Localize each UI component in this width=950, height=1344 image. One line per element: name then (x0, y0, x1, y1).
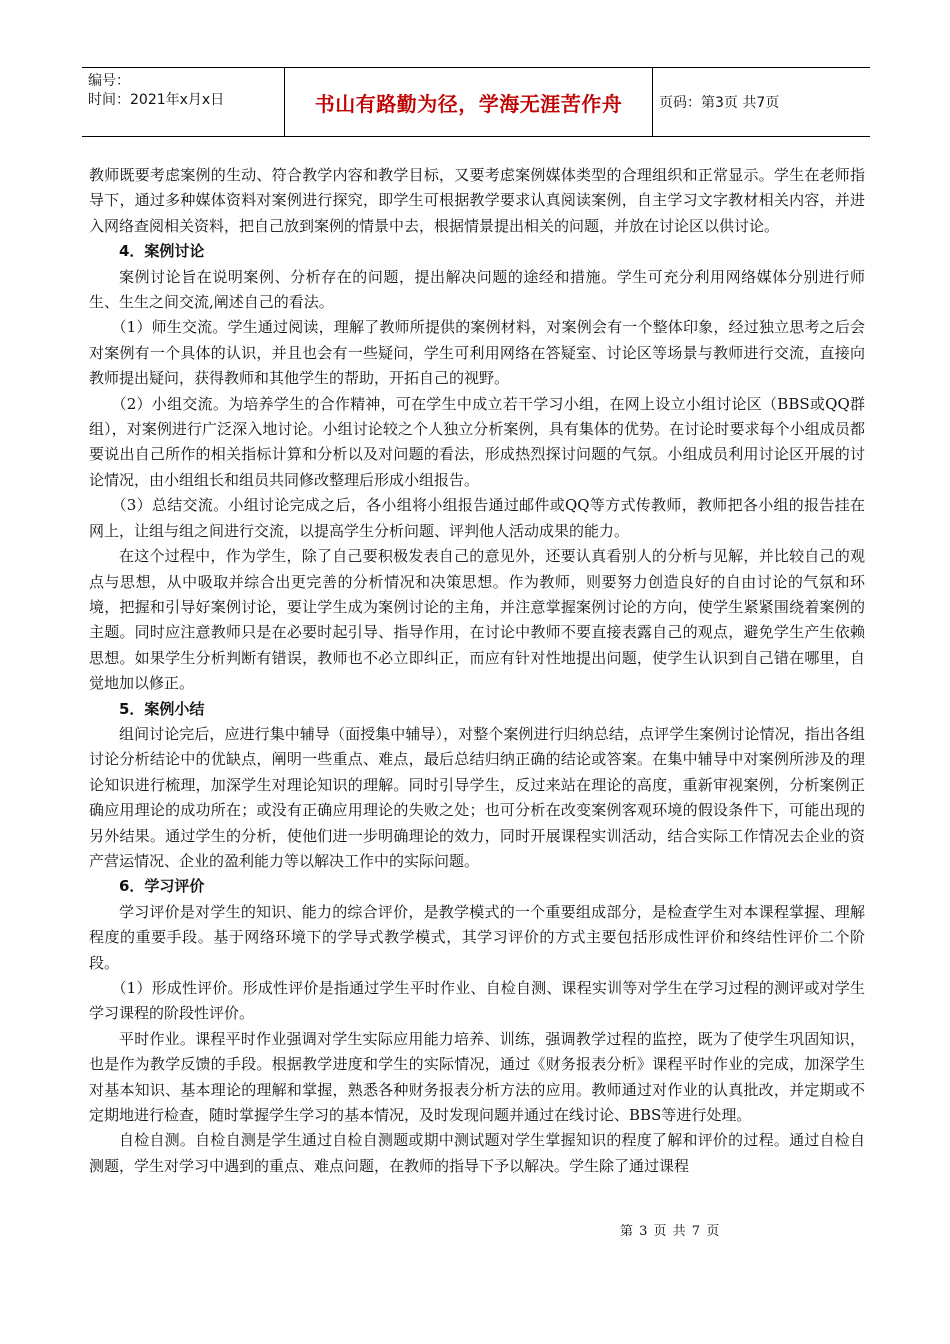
header-meta (82, 68, 285, 136)
header-motto: 书山有路勤为径，学海无涯苦作舟 (285, 68, 653, 136)
page-header (82, 67, 870, 137)
page-footer: 第 3 页 共 7 页 (620, 1224, 721, 1239)
paragraph: 平时作业。课程平时作业强调对学生实际应用能力培养、训练，强调教学过程的监控，既为了使学生巩固知识，也是作为教学反馈的手段。根据教学进度和学生的实际情况，通过《财务报表分析》课程平时作业的完成，加深学生对基本知识、基本理论的理解和掌握，熟悉各种财务报表分析方法的应用。教师通过对作业的认真批改，并定期或不定期地进行检查，随时掌握学生学习的基本情况，及时发现问题并通过在线讨论、BBS等进行处理。 (89, 1029, 865, 1125)
paragraph: 教师既要考虑案例的生动、符合教学内容和教学目标，又要考虑案例媒体类型的合理组织和正常显示。学生在老师指导下，通过多种媒体资料对案例进行探究，即学生可根据教学要求认真阅读案例，自主学习文字教材相关内容，并进入网络查阅相关资料，把自己放到案例的情景中去，根据情景提出相关的问题，并放在讨论区以供讨论。 (89, 166, 865, 235)
paragraph: （2）小组交流。为培养学生的合作精神，可在学生中成立若干学习小组，在网上设立小组讨论区（BBS或QQ群组），对案例进行广泛深入地讨论。小组讨论较之个人独立分析案例，具有集体的优势。在讨论时要求每个小组成员都要说出自己所作的相关指标计算和分析以及对问题的看法，形成热烈探讨问题的气氛。小组成员利用讨论区开展的讨论情况，由小组组长和组员共同修改整理后形成小组报告。 (89, 394, 865, 489)
number-label: 编号： (88, 73, 130, 89)
time-label: 时间：2021年x月x日 (88, 92, 225, 108)
paragraph: 在这个过程中，作为学生，除了自己要积极发表自己的意见外，还要认真看别人的分析与见解，并比较自己的观点与思想，从中吸取并综合出更完善的分析情况和决策思想。作为教师，则要努力创造良好的自由讨论的气氛和环境，把握和引导好案例讨论，要让学生成为案例讨论的主角，并注意掌握案例讨论的方向，使学生紧紧围绕着案例的主题。同时应注意教师只是在必要时起引导、指导作用，在讨论中教师不要直接表露自己的观点，避免学生产生依赖思想。如果学生分析判断有错误，教师也不必立即纠正，而应有针对性地提出问题，使学生认识到自己错在哪里，自觉地加以修正。 (89, 547, 865, 693)
paragraph: （1）师生交流。学生通过阅读，理解了教师所提供的案例材料，对案例会有一个整体印象，经过独立思考之后会对案例有一个具体的认识，并且也会有一些疑问，学生可利用网络在答疑室、讨论区等场景与教师进行交流，直接向教师提出疑问，获得教师和其他学生的帮助，开拓自己的视野。 (89, 318, 865, 388)
section-heading: 6．学习评价 (119, 877, 205, 896)
paragraph: 组间讨论完后，应进行集中辅导（面授集中辅导），对整个案例进行归纳总结，点评学生案例讨论情况，指出各组讨论分析结论中的优缺点，阐明一些重点、难点，最后总结归纳正确的结论或答案。在集中辅导中对案例所涉及的理论知识进行梳理，加深学生对理论知识的理解。同时引导学生，反过来站在理论的高度，重新审视案例，分析案例正确应用理论的成功所在；或没有正确应用理论的失败之处；也可分析在改变案例客观环境的假设条件下，可能出现的另外结果。通过学生的分析，使他们进一步明确理论的效力，同时开展课程实训活动，结合实际工作情况去企业的资产营运情况、企业的盈利能力等以解决工作中的实际问题。 (89, 724, 865, 870)
section-heading: 4．案例讨论 (119, 242, 205, 261)
paragraph: 自检自测。自检自测是学生通过自检自测题或期中测试题对学生掌握知识的程度了解和评价的过程。通过自检自测题，学生对学习中遇到的重点、难点问题，在教师的指导下予以解决。学生除了通过课程 (89, 1131, 865, 1175)
paragraph: 学习评价是对学生的知识、能力的综合评价，是教学模式的一个重要组成部分，是检查学生对本课程掌握、理解程度的重要手段。基于网络环境下的学导式教学模式，其学习评价的方式主要包括形成性评价和终结性评价二个阶段。 (89, 902, 865, 972)
document-body (89, 163, 865, 1179)
section-heading: 5．案例小结 (119, 699, 205, 718)
paragraph: （3）总结交流。小组讨论完成之后，各小组将小组报告通过邮件或QQ等方式传教师，教师把各小组的报告挂在网上，让组与组之间进行交流，以提高学生分析问题、评判他人活动成果的能力。 (89, 496, 865, 540)
paragraph: （1）形成性评价。形成性评价是指通过学生平时作业、自检自测、课程实训等对学生在学习过程的测评或对学生学习课程的阶段性评价。 (89, 979, 865, 1023)
header-page-label: 页码：第3页 共7页 (659, 95, 780, 111)
paragraph: 案例讨论旨在说明案例、分析存在的问题，提出解决问题的途经和措施。学生可充分利用网络媒体分别进行师生、生生之间交流,阐述自己的看法。 (89, 267, 865, 312)
